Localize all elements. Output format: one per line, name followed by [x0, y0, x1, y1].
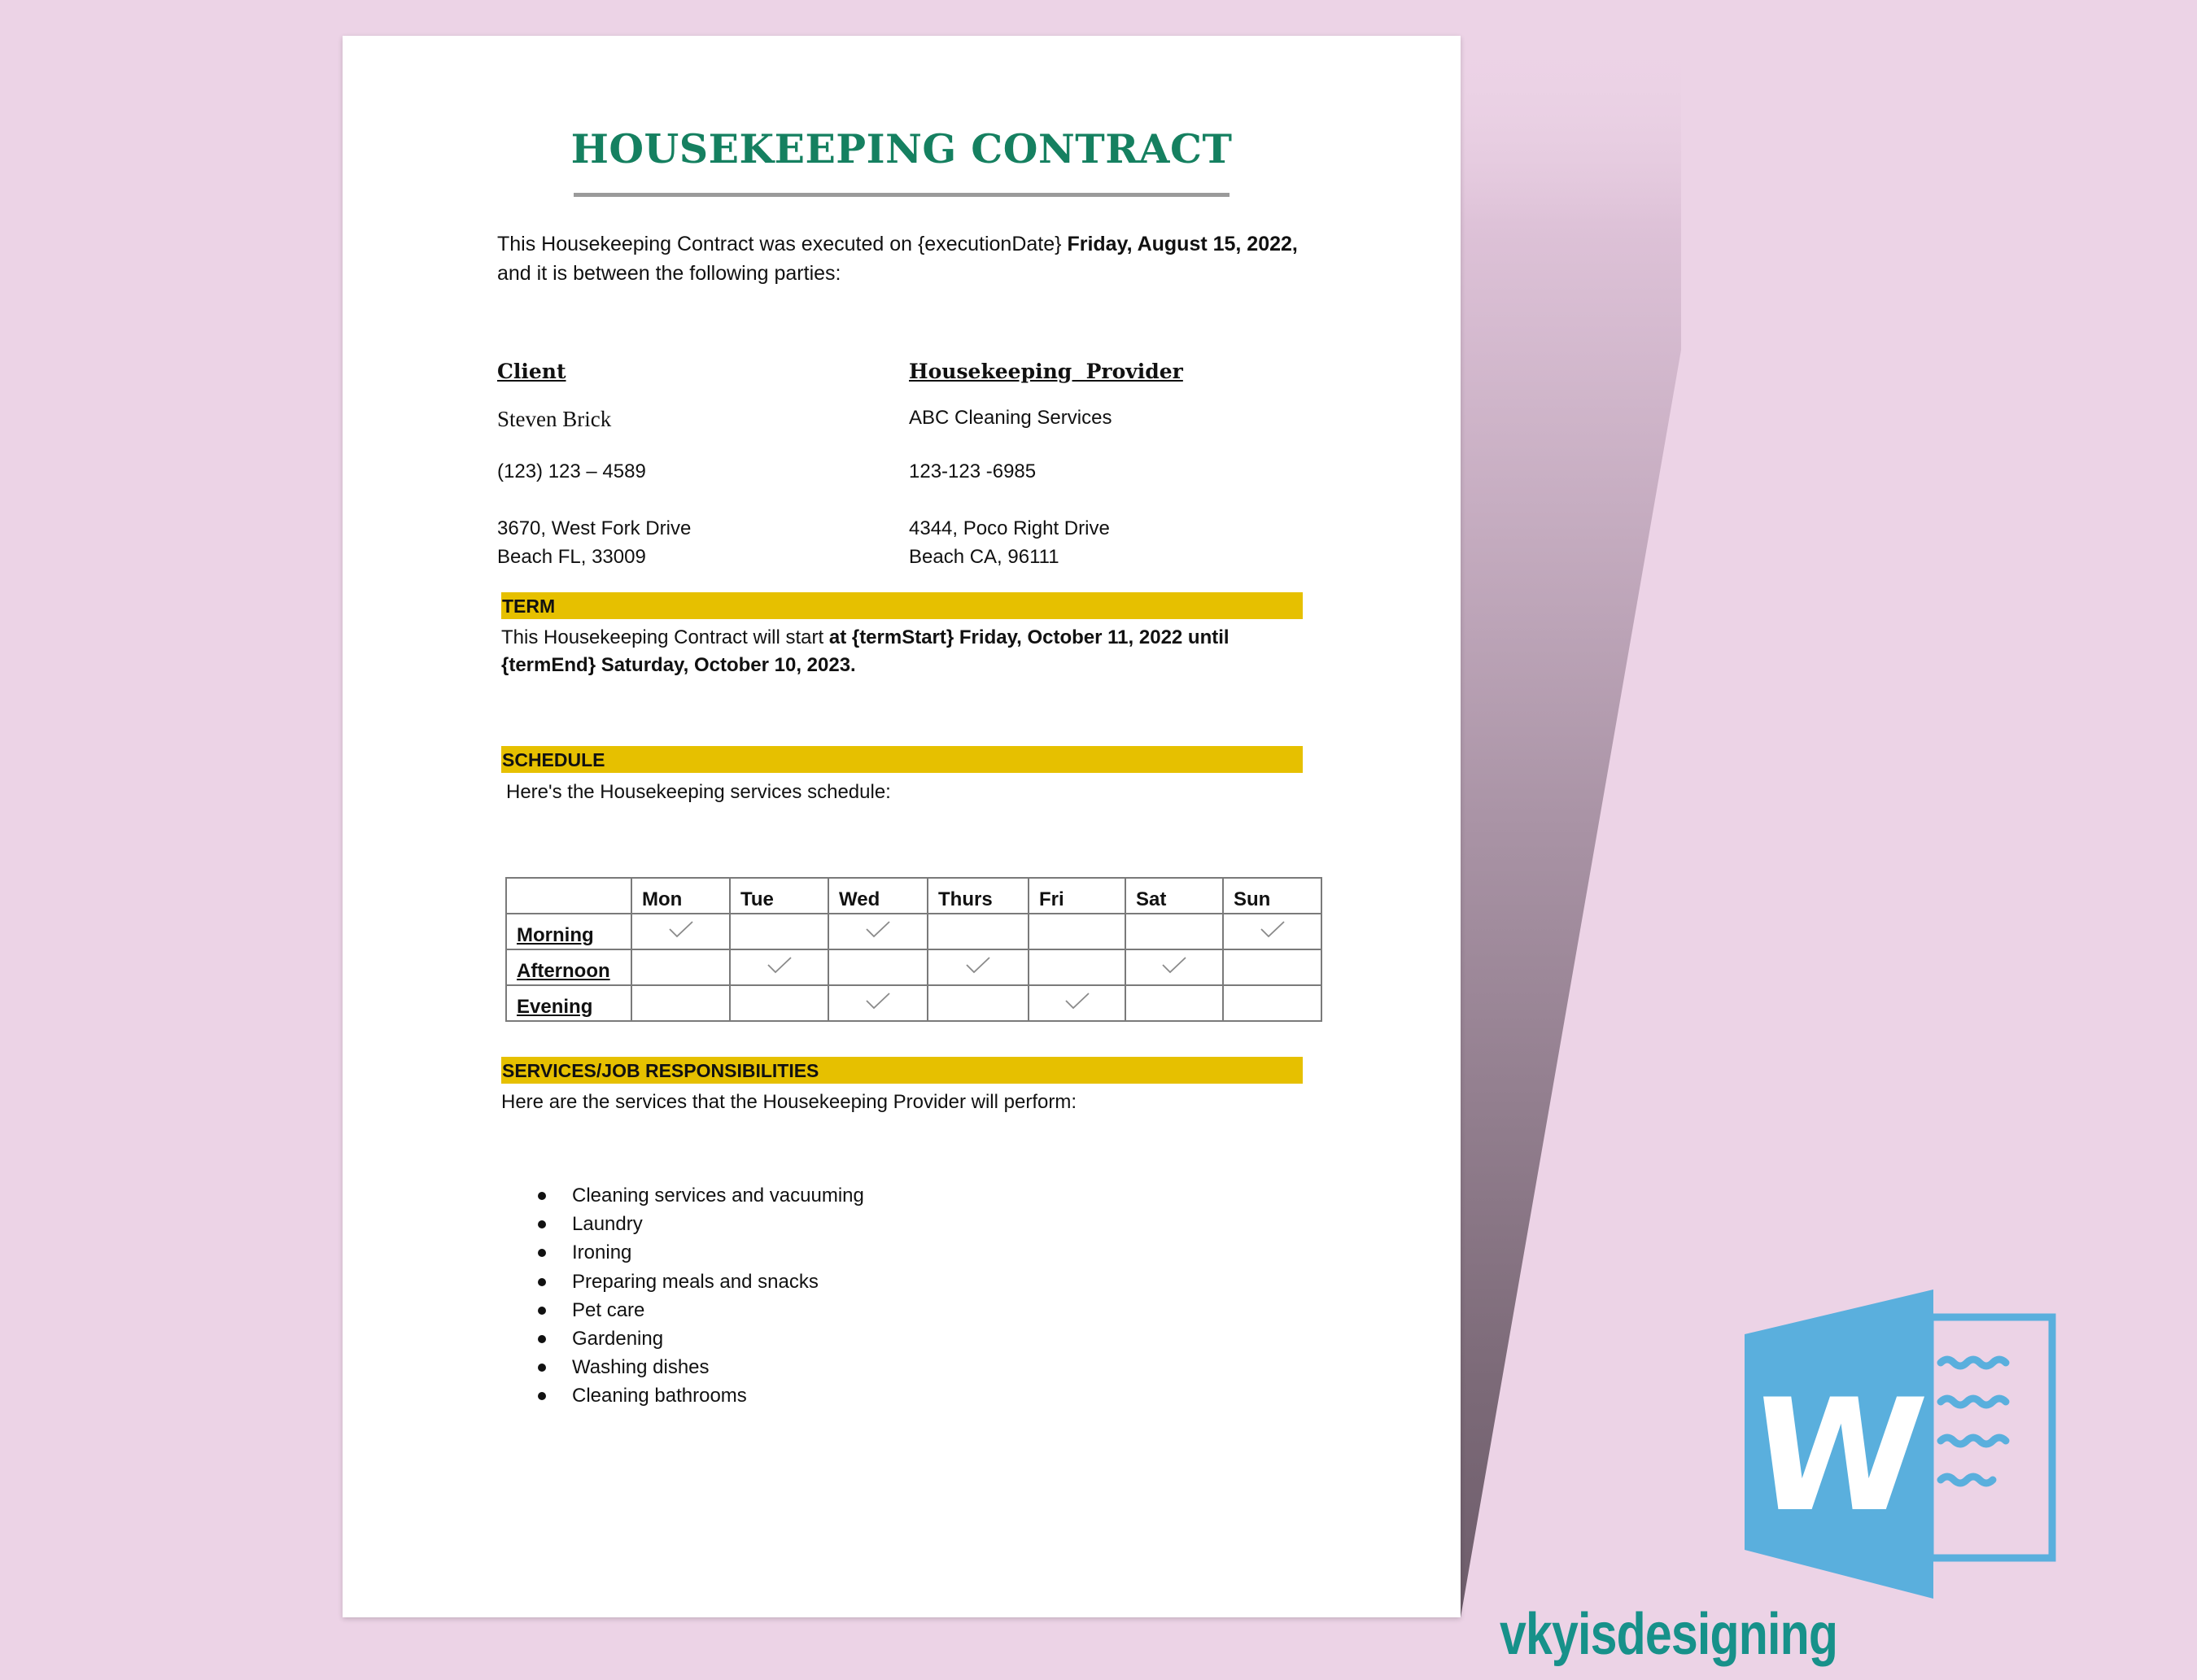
- provider-heading: Housekeeping Provider: [909, 360, 1183, 383]
- day-header: Fri: [1029, 878, 1125, 914]
- service-item-text: Preparing meals and snacks: [572, 1270, 819, 1293]
- schedule-cell-checked: [1125, 949, 1223, 985]
- schedule-cell-empty: [730, 985, 828, 1021]
- schedule-intro: Here's the Housekeeping services schedule:: [506, 781, 891, 803]
- list-item: [538, 1296, 864, 1324]
- bullet-icon: [538, 1192, 546, 1200]
- service-item-text: Cleaning services and vacuuming: [572, 1185, 864, 1207]
- service-item-text: Washing dishes: [572, 1356, 710, 1379]
- client-name: Steven Brick: [497, 407, 612, 431]
- day-header: Sat: [1125, 878, 1223, 914]
- list-item: [538, 1181, 864, 1210]
- term-text-dates: at {termStart} Friday, October 11, 2022 until {termEnd} Saturday, October 10, 2023.: [501, 626, 1230, 676]
- bullet-icon: [538, 1220, 546, 1228]
- schedule-cell-empty: [1223, 949, 1321, 985]
- services-list: [538, 1181, 864, 1411]
- check-icon: [1259, 919, 1286, 939]
- brand-watermark: vkyisdesigning: [1500, 1602, 1838, 1667]
- check-icon: [864, 919, 892, 939]
- schedule-cell-checked: [1029, 985, 1125, 1021]
- check-icon: [766, 955, 793, 975]
- bullet-icon: [538, 1307, 546, 1315]
- schedule-row: [506, 914, 1321, 949]
- client-phone: (123) 123 – 4589: [497, 460, 646, 482]
- contract-page: [343, 36, 1461, 1617]
- bullet-icon: [538, 1249, 546, 1257]
- intro-date: Friday, August 15, 2022,: [1067, 233, 1298, 255]
- schedule-cell-empty: [1223, 985, 1321, 1021]
- provider-block: [909, 360, 1299, 571]
- term-heading: TERM: [501, 592, 1303, 619]
- schedule-row: [506, 949, 1321, 985]
- schedule-cell-empty: [1029, 949, 1125, 985]
- schedule-cell-empty: [828, 949, 928, 985]
- schedule-corner-cell: [506, 878, 631, 914]
- schedule-table: [505, 877, 1322, 1022]
- schedule-cell-empty: [928, 914, 1029, 949]
- document-title: HOUSEKEEPING CONTRACT: [570, 125, 1233, 172]
- client-address: [497, 514, 888, 571]
- intro-prefix: This Housekeeping Contract was executed on {executionDate}: [497, 233, 1068, 255]
- check-icon: [667, 919, 695, 939]
- list-item: [538, 1324, 864, 1353]
- schedule-cell-empty: [631, 985, 730, 1021]
- schedule-cell-checked: [828, 985, 928, 1021]
- schedule-cell-empty: [631, 949, 730, 985]
- list-item: [538, 1238, 864, 1267]
- day-header: Sun: [1223, 878, 1321, 914]
- list-item: [538, 1210, 864, 1238]
- schedule-row-label: Evening: [506, 985, 631, 1021]
- schedule-cell-checked: [730, 949, 828, 985]
- services-intro: Here are the services that the Housekeeping Provider will perform:: [501, 1091, 1077, 1113]
- list-item: [538, 1353, 864, 1381]
- day-header: Mon: [631, 878, 730, 914]
- check-icon: [1064, 991, 1091, 1010]
- client-heading: Client: [497, 360, 566, 383]
- services-heading: SERVICES/JOB RESPONSIBILITIES: [501, 1057, 1303, 1084]
- schedule-cell-empty: [730, 914, 828, 949]
- check-icon: [964, 955, 992, 975]
- schedule-row: [506, 985, 1321, 1021]
- check-icon: [864, 991, 892, 1010]
- day-header: Tue: [730, 878, 828, 914]
- schedule-cell-empty: [1125, 985, 1223, 1021]
- term-text-prefix: This Housekeeping Contract will start: [501, 626, 829, 648]
- intro-paragraph: [497, 229, 1311, 288]
- schedule-cell-checked: [631, 914, 730, 949]
- schedule-row-label: Morning: [506, 914, 631, 949]
- client-address-line2: Beach FL, 33009: [497, 546, 646, 568]
- bullet-icon: [538, 1278, 546, 1286]
- bullet-icon: [538, 1392, 546, 1400]
- schedule-cell-checked: [1223, 914, 1321, 949]
- provider-address-line2: Beach CA, 96111: [909, 546, 1059, 568]
- provider-address-line1: 4344, Poco Right Drive: [909, 517, 1110, 539]
- service-item-text: Cleaning bathrooms: [572, 1385, 747, 1407]
- provider-address: [909, 514, 1299, 571]
- word-document-icon: [1741, 1289, 2059, 1603]
- schedule-header-row: [506, 878, 1321, 914]
- client-block: [497, 360, 888, 571]
- word-logo-letter: W: [1743, 1365, 1933, 1546]
- schedule-cell-empty: [1029, 914, 1125, 949]
- bullet-icon: [538, 1364, 546, 1372]
- schedule-cell-empty: [1125, 914, 1223, 949]
- schedule-row-label: Afternoon: [506, 949, 631, 985]
- title-underline: [574, 193, 1230, 197]
- list-item: [538, 1268, 864, 1296]
- list-item: [538, 1381, 864, 1410]
- term-text: [501, 624, 1315, 679]
- service-item-text: Laundry: [572, 1213, 643, 1236]
- schedule-cell-empty: [928, 985, 1029, 1021]
- bullet-icon: [538, 1335, 546, 1343]
- provider-name: ABC Cleaning Services: [909, 407, 1112, 429]
- service-item-text: Pet care: [572, 1298, 645, 1321]
- day-header: Wed: [828, 878, 928, 914]
- client-address-line1: 3670, West Fork Drive: [497, 517, 692, 539]
- provider-phone: 123-123 -6985: [909, 460, 1037, 482]
- schedule-cell-checked: [928, 949, 1029, 985]
- check-icon: [1160, 955, 1188, 975]
- service-item-text: Gardening: [572, 1327, 664, 1350]
- day-header: Thurs: [928, 878, 1029, 914]
- schedule-cell-checked: [828, 914, 928, 949]
- intro-suffix: and it is between the following parties:: [497, 262, 841, 285]
- schedule-heading: SCHEDULE: [501, 746, 1303, 773]
- service-item-text: Ironing: [572, 1241, 632, 1264]
